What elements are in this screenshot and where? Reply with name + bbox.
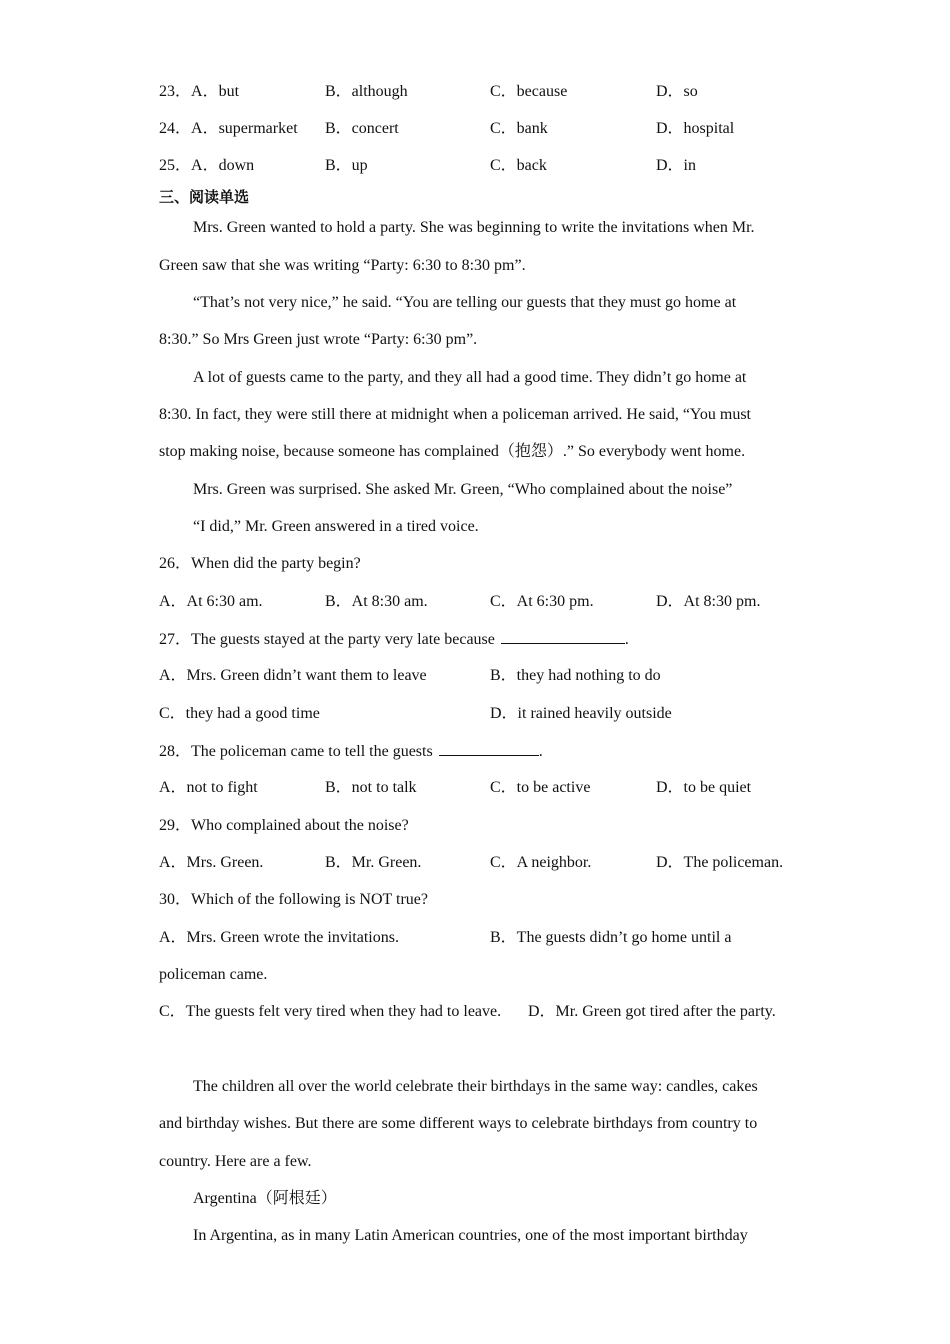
section-heading: 三、阅读单选	[159, 188, 250, 206]
option-d: D．hospital	[656, 120, 735, 137]
option-b: B．not to talk	[325, 779, 417, 796]
question-number: 25．A．down	[159, 157, 255, 174]
question-stem: 27．The guests stayed at the party very late because .	[159, 631, 629, 648]
passage-line: “I did,” Mr. Green answered in a tired voice.	[193, 518, 479, 535]
option-c: C．they had a good time	[159, 705, 320, 722]
option-c: C．A neighbor.	[490, 854, 592, 871]
passage-line: and birthday wishes. But there are some different ways to celebrate birthdays from country to	[159, 1115, 758, 1132]
passage-line: The children all over the world celebrate their birthdays in the same way: candles, cakes	[193, 1078, 758, 1095]
option-d: D．Mr. Green got tired after the party.	[528, 1003, 776, 1020]
option-b: B．concert	[325, 120, 399, 137]
option-b: B．they had nothing to do	[490, 667, 661, 684]
passage-line: Mrs. Green wanted to hold a party. She was beginning to write the invitations when Mr.	[193, 219, 755, 236]
option-d: D．so	[656, 83, 698, 100]
passage-line: “That’s not very nice,” he said. “You are telling our guests that they must go home at	[193, 294, 737, 311]
option-b: B．At 8:30 am.	[325, 593, 428, 610]
passage-line: Green saw that she was writing “Party: 6:30 to 8:30 pm”.	[159, 257, 526, 274]
option-d: D．At 8:30 pm.	[656, 593, 761, 610]
question-stem: 26．When did the party begin?	[159, 555, 361, 572]
answer-blank	[439, 741, 539, 756]
option-a: A．Mrs. Green.	[159, 854, 264, 871]
passage-line: 8:30. In fact, they were still there at midnight when a policeman arrived. He said, “You must	[159, 406, 751, 423]
passage-line: Mrs. Green was surprised. She asked Mr. Green, “Who complained about the noise”	[193, 481, 733, 498]
option-d: D．it rained heavily outside	[490, 705, 672, 722]
option-b: B．up	[325, 157, 368, 174]
question-number: 24．A．supermarket	[159, 120, 298, 137]
passage-subheading: Argentina（阿根廷）	[193, 1190, 337, 1207]
passage-line: In Argentina, as in many Latin American countries, one of the most important birthday	[193, 1227, 748, 1244]
passage-line: country. Here are a few.	[159, 1153, 312, 1170]
option-b: B．although	[325, 83, 408, 100]
option-a: A．not to fight	[159, 779, 258, 796]
option-d: D．to be quiet	[656, 779, 752, 796]
option-d: D．The policeman.	[656, 854, 784, 871]
option-c: C．bank	[490, 120, 548, 137]
passage-line: 8:30.” So Mrs Green just wrote “Party: 6:30 pm”.	[159, 331, 478, 348]
question-stem: 28．The policeman came to tell the guests .	[159, 743, 543, 760]
option-c: C．At 6:30 pm.	[490, 593, 594, 610]
option-d: D．in	[656, 157, 697, 174]
option-c: C．The guests felt very tired when they had to leave.	[159, 1003, 502, 1020]
passage-line: A lot of guests came to the party, and they all had a good time. They didn’t go home at	[193, 369, 747, 386]
answer-blank	[501, 629, 625, 644]
option-c: C．to be active	[490, 779, 591, 796]
question-stem: 30．Which of the following is NOT true?	[159, 891, 428, 908]
option-b: B．Mr. Green.	[325, 854, 422, 871]
passage-line: stop making noise, because someone has complained（抱怨）.” So everybody went home.	[159, 443, 746, 460]
question-stem: 29．Who complained about the noise?	[159, 817, 409, 834]
option-a: A．At 6:30 am.	[159, 593, 263, 610]
question-number: 23．A．but	[159, 83, 240, 100]
option-a: A．Mrs. Green wrote the invitations.	[159, 929, 399, 946]
option-b: B．The guests didn’t go home until a	[490, 929, 732, 946]
option-b-continued: policeman came.	[159, 966, 268, 983]
option-c: C．because	[490, 83, 568, 100]
option-c: C．back	[490, 157, 547, 174]
option-a: A．Mrs. Green didn’t want them to leave	[159, 667, 427, 684]
